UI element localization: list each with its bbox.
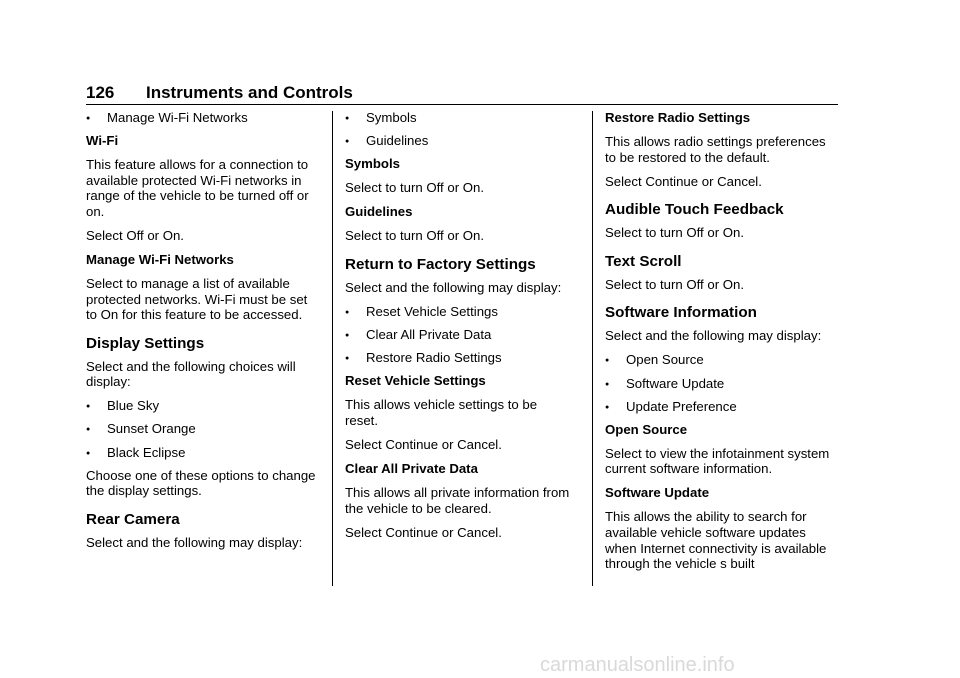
bullet-text: Symbols	[366, 110, 417, 125]
bullet-item	[345, 350, 573, 367]
paragraph: Select and the following may display:	[86, 535, 303, 551]
bullet-text: Update Preference	[626, 398, 737, 414]
column-1	[86, 110, 318, 559]
bullet-item	[345, 327, 573, 344]
bullet-icon: ●	[86, 449, 91, 457]
bullet-item	[86, 421, 318, 438]
bullet-text: Blue Sky	[107, 398, 160, 414]
section-heading: Text Scroll	[605, 252, 682, 270]
bullet-icon: ●	[605, 403, 610, 411]
section-title: Instruments and Controls	[146, 83, 353, 102]
paragraph: Select Continue or Cancel.	[345, 524, 502, 540]
bullet-text: Manage Wi-Fi Networks	[107, 110, 248, 125]
column-divider-2	[592, 111, 593, 586]
page-header	[86, 82, 838, 105]
bullet-item	[605, 352, 837, 369]
paragraph: Select to turn Off or On.	[605, 276, 745, 292]
page-number: 126	[86, 83, 115, 102]
bullet-item	[345, 133, 573, 150]
bullet-item	[605, 399, 837, 416]
section-heading: Audible Touch Feedback	[605, 201, 784, 219]
bullet-item	[86, 398, 318, 415]
bullet-icon: ●	[605, 357, 610, 365]
paragraph: Select to turn Off or On.	[605, 225, 745, 241]
bullet-icon: ●	[345, 332, 350, 340]
section-heading: Display Settings	[86, 334, 205, 352]
column-divider-1	[332, 111, 333, 586]
bullet-icon: ●	[86, 403, 91, 411]
bullet-icon: ●	[345, 308, 350, 316]
bullet-item	[86, 110, 318, 127]
watermark: carmanualsonline.info	[540, 654, 735, 676]
bullet-text: Reset Vehicle Settings	[366, 303, 498, 319]
bullet-item	[86, 445, 318, 462]
bullet-icon: ●	[345, 355, 350, 363]
bullet-text: Open Source	[626, 352, 704, 368]
paragraph: Select Continue or Cancel.	[345, 437, 502, 453]
paragraph: Select and the following choices will display:	[86, 358, 296, 390]
subheading: Wi-Fi	[86, 133, 119, 149]
bullet-text: Software Update	[626, 375, 725, 391]
bullet-item	[345, 110, 573, 127]
section-heading: Software Information	[605, 304, 757, 322]
bullet-text: Restore Radio Settings	[366, 350, 502, 366]
subheading: Open Source	[605, 421, 688, 437]
subheading: Software Update	[605, 485, 710, 501]
subheading: Guidelines	[345, 204, 413, 220]
subheading: Reset Vehicle Settings	[345, 373, 486, 389]
paragraph: Select to turn Off or On.	[345, 228, 485, 244]
column-3	[605, 110, 837, 580]
bullet-text: Clear All Private Data	[366, 327, 492, 343]
bullet-text: Sunset Orange	[107, 421, 196, 437]
paragraph: Choose one of these options to change the display settings.	[86, 467, 316, 499]
subheading: Manage Wi-Fi Networks	[86, 251, 234, 267]
paragraph: Select to manage a list of available protected networks. Wi-Fi must be set to On for this feature to be accessed.	[86, 275, 308, 323]
paragraph: This allows all private information from the vehicle to be cleared.	[345, 485, 570, 516]
subheading: Restore Radio Settings	[605, 110, 751, 125]
paragraph: Select Off or On.	[86, 227, 184, 243]
paragraph: This feature allows for a connection to available protected Wi-Fi networks in range of the vehicle to be turned off or on.	[86, 157, 309, 219]
subheading: Symbols	[345, 156, 400, 172]
bullet-icon: ●	[86, 426, 91, 434]
paragraph: Select Continue or Cancel.	[605, 173, 762, 189]
bullet-item	[345, 304, 573, 321]
bullet-text: Black Eclipse	[107, 444, 186, 460]
paragraph: Select to turn Off or On.	[345, 180, 485, 196]
section-heading: Return to Factory Settings	[345, 255, 536, 273]
bullet-icon: ●	[86, 115, 91, 122]
bullet-item	[605, 376, 837, 393]
subheading: Clear All Private Data	[345, 461, 478, 477]
bullet-text: Guidelines	[366, 133, 429, 149]
paragraph: Select and the following may display:	[345, 279, 562, 295]
paragraph: This allows radio settings preferences to be restored to the default.	[605, 133, 826, 165]
bullet-icon: ●	[345, 138, 350, 146]
bullet-icon: ●	[345, 115, 350, 122]
paragraph: Select to view the infotainment system current software information.	[605, 445, 830, 477]
column-2	[345, 110, 573, 549]
bullet-icon: ●	[605, 380, 610, 388]
paragraph: This allows vehicle settings to be reset.	[345, 397, 538, 429]
paragraph: Select and the following may display:	[605, 328, 822, 344]
section-heading: Rear Camera	[86, 511, 180, 529]
paragraph: This allows the ability to search for available vehicle software updates when Internet connectivity is available through the vehicle s built	[605, 509, 827, 572]
